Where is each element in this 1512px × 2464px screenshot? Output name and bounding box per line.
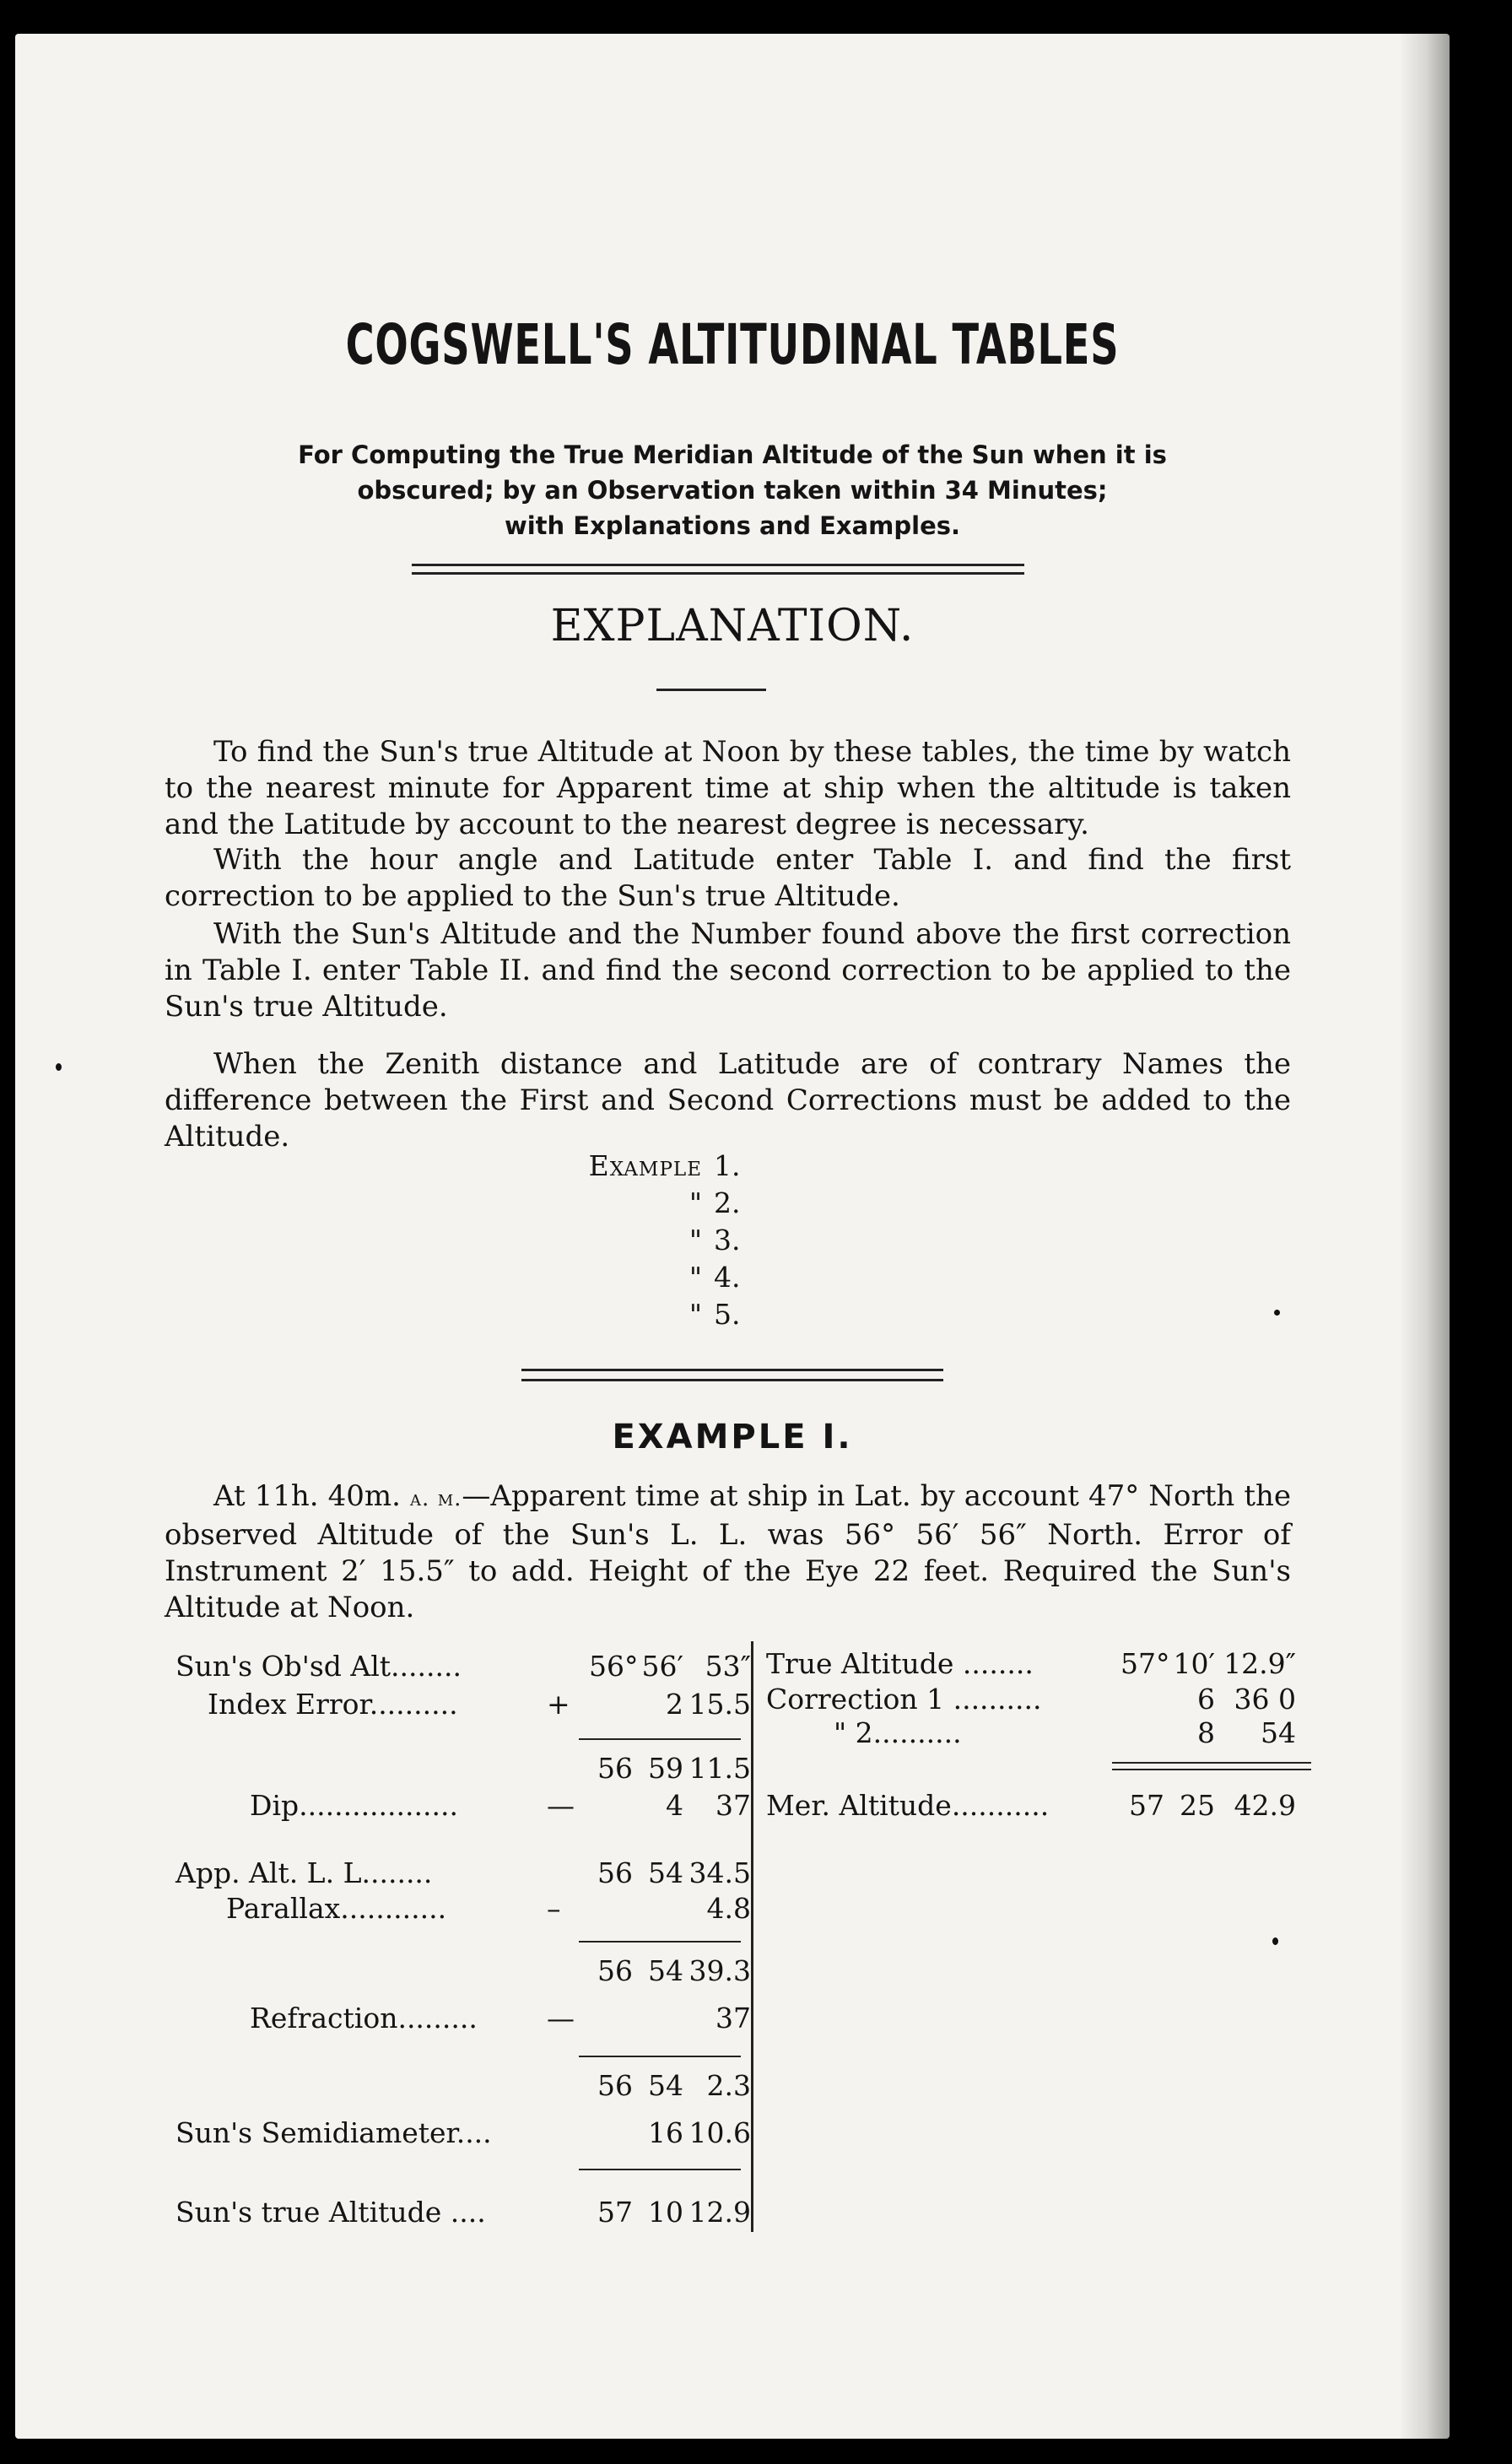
sum-rule xyxy=(579,2056,741,2057)
example-list-item: Example 1. xyxy=(588,1149,741,1182)
calc-row: Sun's Semidiameter.... 16 10.6 xyxy=(176,2116,751,2149)
subtitle-line-1: For Computing the True Meridian Altitude of the Sun when it is xyxy=(298,440,1167,469)
calc-row: 56 59 11.5 xyxy=(597,1752,751,1785)
calc-row: Dip.................. — 4 37 xyxy=(250,1789,751,1822)
page-fold-shadow xyxy=(1399,34,1450,2439)
calc-row: Mer. Altitude........... 57 25 42.9 xyxy=(766,1789,1296,1822)
calc-row: True Altitude ........ 57° 10′ 12.9″ xyxy=(766,1647,1296,1680)
sum-rule xyxy=(579,1941,741,1943)
example-list-item: " 2. xyxy=(688,1186,741,1219)
calc-row: Parallax............ – 4.8 xyxy=(226,1892,751,1925)
sum-rule xyxy=(1112,1769,1311,1770)
double-rule-top xyxy=(412,564,1024,566)
example-list-item: " 5. xyxy=(688,1298,741,1331)
calc-row: Refraction......... — 37 xyxy=(250,2002,751,2034)
double-rule-bottom xyxy=(412,572,1024,575)
subtitle-line-2: obscured; by an Observation taken within 34 Minutes; xyxy=(357,476,1108,505)
sum-rule xyxy=(579,1738,741,1740)
ink-speck xyxy=(56,1063,62,1071)
example-list xyxy=(559,1148,741,1333)
paragraph-1: To find the Sun's true Altitude at Noon by these tables, the time by watch to the nearest minute for Apparent time at ship when the altitude is taken and the Latitude by account to the nearest degree is necessary. xyxy=(165,735,1291,841)
ink-speck xyxy=(1272,1937,1278,1945)
short-rule xyxy=(656,689,766,691)
calc-row: Sun's Ob'sd Alt........ 56° 56′ 53″ xyxy=(176,1650,751,1683)
example-list-item: " 3. xyxy=(688,1224,741,1256)
example-list-item: " 4. xyxy=(688,1261,741,1294)
example-text: At 11h. 40m. a. m.—Apparent time at ship in Lat. by account 47° North the observed Altitude of the Sun's L. L. was 56° 56′ 56″ North. Error of Instrument 2′ 15.5″ to add. Height of the Eye 22 feet. Required the Sun's Altitude at Noon. xyxy=(165,1479,1291,1624)
paragraph-4: When the Zenith distance and Latitude are of contrary Names the difference between the First and Second Corrections must be added to the Altitude. xyxy=(165,1047,1291,1154)
calc-row: 56 54 2.3 xyxy=(597,2069,751,2102)
book-page xyxy=(15,34,1450,2439)
calc-row: App. Alt. L. L........ 56 54 34.5 xyxy=(176,1856,751,1889)
paragraph-3: With the Sun's Altitude and the Number found above the first correction in Table I. enter Table II. and find the second correction to be applied to the Sun's true Altitude. xyxy=(165,917,1291,1024)
calc-row: Sun's true Altitude .... 57 10 12.9 xyxy=(176,2196,751,2229)
paragraph-2: With the hour angle and Latitude enter Table I. and find the first correction to be applied to the Sun's true Altitude. xyxy=(165,843,1291,913)
double-rule-2-bottom xyxy=(521,1379,943,1381)
calc-row: " 2.......... 8 54 xyxy=(834,1716,1296,1749)
calc-row: 56 54 39.3 xyxy=(597,1954,751,1987)
double-rule-2-top xyxy=(521,1369,943,1371)
subtitle-line-3: with Explanations and Examples. xyxy=(504,511,961,540)
column-divider xyxy=(751,1641,753,2232)
sum-rule xyxy=(579,2169,741,2170)
sum-rule xyxy=(1112,1762,1311,1764)
calc-row: Correction 1 .......... 6 36 0 xyxy=(766,1683,1296,1716)
explanation-heading: EXPLANATION. xyxy=(550,601,915,651)
ink-speck xyxy=(1274,1310,1280,1316)
calc-row: Index Error.......... + 2 15.5 xyxy=(208,1688,751,1721)
example-heading: EXAMPLE I. xyxy=(612,1418,853,1456)
page-title: COGSWELL'S ALTITUDINAL TABLES xyxy=(345,312,1120,377)
